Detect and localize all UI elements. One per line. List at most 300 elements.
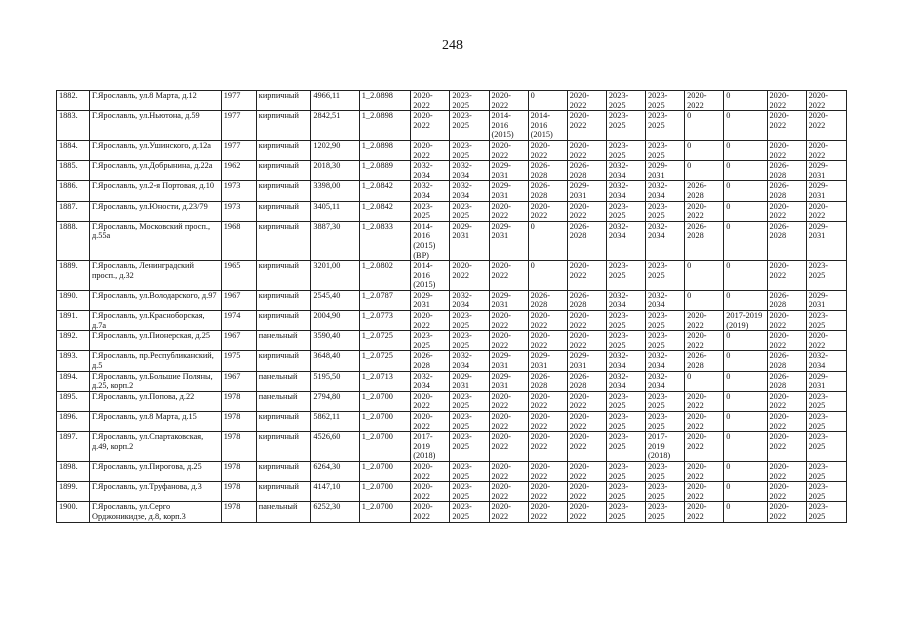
cell-period-9: 0 (724, 412, 767, 432)
cell-period-4: 2020-2022 (528, 331, 567, 351)
cell-period-1: 2020-2022 (411, 111, 450, 141)
cell-period-2: 2023-2025 (450, 201, 489, 221)
cell-period-10: 2020-2022 (767, 432, 806, 462)
cell-period-6: 2023-2025 (606, 91, 645, 111)
cell-period-5: 2020-2022 (567, 482, 606, 502)
cell-period-9: 0 (724, 502, 767, 522)
cell-period-9: 0 (724, 461, 767, 481)
cell-total-area: 3648,40 (311, 351, 359, 371)
cell-period-9: 0 (724, 432, 767, 462)
cell-period-3: 2029-2031 (489, 161, 528, 181)
cell-wall-material: кирпичный (256, 261, 311, 291)
cell-row-number: 1898. (57, 461, 90, 481)
cell-row-number: 1884. (57, 140, 90, 160)
cell-code: 1_2.0700 (359, 412, 410, 432)
cell-period-2: 2029-2031 (450, 221, 489, 260)
cell-total-area: 3405,11 (311, 201, 359, 221)
cell-period-5: 2026-2028 (567, 161, 606, 181)
cell-period-4: 2014-2016 (2015) (528, 111, 567, 141)
cell-code: 1_2.0700 (359, 482, 410, 502)
cell-period-1: 2020-2022 (411, 91, 450, 111)
cell-build-year: 1975 (221, 351, 256, 371)
cell-period-8: 2026-2028 (685, 351, 724, 371)
cell-period-8: 2020-2022 (685, 482, 724, 502)
cell-period-2: 2032-2034 (450, 161, 489, 181)
cell-period-10: 2020-2022 (767, 391, 806, 411)
cell-row-number: 1888. (57, 221, 90, 260)
cell-period-8: 2020-2022 (685, 412, 724, 432)
cell-period-11: 2029-2031 (806, 161, 846, 181)
cell-period-11: 2032-2034 (806, 351, 846, 371)
cell-address: Г.Ярославль, ул.8 Марта, д.15 (89, 412, 221, 432)
cell-period-11: 2023-2025 (806, 311, 846, 331)
cell-period-9: 2017-2019 (2019) (724, 311, 767, 331)
cell-build-year: 1978 (221, 502, 256, 522)
table-row (57, 412, 847, 432)
cell-code: 1_2.0889 (359, 161, 410, 181)
cell-period-11: 2020-2022 (806, 201, 846, 221)
table-row (57, 140, 847, 160)
cell-period-4: 2020-2022 (528, 311, 567, 331)
cell-code: 1_2.0700 (359, 502, 410, 522)
cell-address: Г.Ярославль, ул.Труфанова, д.3 (89, 482, 221, 502)
cell-period-8: 2026-2028 (685, 181, 724, 201)
cell-period-9: 0 (724, 290, 767, 310)
cell-period-3: 2029-2031 (489, 351, 528, 371)
cell-period-1: 2020-2022 (411, 461, 450, 481)
cell-code: 1_2.0725 (359, 331, 410, 351)
cell-period-1: 2020-2022 (411, 140, 450, 160)
cell-period-10: 2026-2028 (767, 371, 806, 391)
cell-period-9: 0 (724, 221, 767, 260)
cell-period-11: 2020-2022 (806, 111, 846, 141)
cell-period-6: 2023-2025 (606, 461, 645, 481)
cell-period-9: 0 (724, 371, 767, 391)
cell-period-3: 2020-2022 (489, 461, 528, 481)
cell-row-number: 1885. (57, 161, 90, 181)
cell-period-11: 2029-2031 (806, 290, 846, 310)
cell-period-9: 0 (724, 351, 767, 371)
cell-build-year: 1962 (221, 161, 256, 181)
cell-wall-material: кирпичный (256, 161, 311, 181)
cell-period-1: 2026-2028 (411, 351, 450, 371)
cell-period-5: 2026-2028 (567, 221, 606, 260)
cell-period-2: 2023-2025 (450, 331, 489, 351)
cell-period-6: 2023-2025 (606, 261, 645, 291)
cell-code: 1_2.0773 (359, 311, 410, 331)
cell-period-7: 2023-2025 (646, 391, 685, 411)
cell-period-5: 2020-2022 (567, 331, 606, 351)
cell-period-11: 2029-2031 (806, 371, 846, 391)
cell-period-9: 0 (724, 331, 767, 351)
cell-period-2: 2023-2025 (450, 311, 489, 331)
cell-period-8: 0 (685, 111, 724, 141)
cell-period-2: 2023-2025 (450, 391, 489, 411)
cell-code: 1_2.0833 (359, 221, 410, 260)
cell-period-10: 2020-2022 (767, 482, 806, 502)
table-row (57, 432, 847, 462)
table-row (57, 482, 847, 502)
cell-period-9: 0 (724, 391, 767, 411)
cell-period-10: 2020-2022 (767, 311, 806, 331)
cell-wall-material: кирпичный (256, 432, 311, 462)
cell-period-3: 2020-2022 (489, 201, 528, 221)
cell-period-7: 2023-2025 (646, 261, 685, 291)
cell-period-5: 2020-2022 (567, 461, 606, 481)
cell-period-10: 2020-2022 (767, 502, 806, 522)
cell-period-11: 2029-2031 (806, 221, 846, 260)
cell-period-9: 0 (724, 91, 767, 111)
cell-total-area: 2545,40 (311, 290, 359, 310)
cell-period-4: 2026-2028 (528, 371, 567, 391)
cell-period-6: 2023-2025 (606, 482, 645, 502)
cell-period-7: 2023-2025 (646, 502, 685, 522)
cell-wall-material: кирпичный (256, 482, 311, 502)
cell-row-number: 1891. (57, 311, 90, 331)
cell-build-year: 1978 (221, 412, 256, 432)
cell-row-number: 1897. (57, 432, 90, 462)
cell-total-area: 4526,60 (311, 432, 359, 462)
cell-period-6: 2023-2025 (606, 502, 645, 522)
cell-address: Г.Ярославль, Ленинградский просп., д.32 (89, 261, 221, 291)
cell-total-area: 4966,11 (311, 91, 359, 111)
cell-period-3: 2020-2022 (489, 91, 528, 111)
cell-period-2: 2023-2025 (450, 140, 489, 160)
cell-build-year: 1967 (221, 290, 256, 310)
cell-total-area: 2794,80 (311, 391, 359, 411)
table-row (57, 111, 847, 141)
cell-period-2: 2023-2025 (450, 111, 489, 141)
cell-period-10: 2020-2022 (767, 331, 806, 351)
cell-period-4: 2020-2022 (528, 201, 567, 221)
table-row (57, 461, 847, 481)
cell-period-2: 2020-2022 (450, 261, 489, 291)
cell-period-4: 0 (528, 221, 567, 260)
cell-period-4: 2026-2028 (528, 290, 567, 310)
cell-address: Г.Ярославль, ул.Серго Орджоникидзе, д.8, корп.3 (89, 502, 221, 522)
cell-period-10: 2020-2022 (767, 140, 806, 160)
cell-code: 1_2.0842 (359, 201, 410, 221)
cell-period-7: 2029-2031 (646, 161, 685, 181)
cell-period-3: 2020-2022 (489, 311, 528, 331)
cell-period-10: 2020-2022 (767, 461, 806, 481)
cell-period-9: 0 (724, 111, 767, 141)
cell-address: Г.Ярославль, ул.Спартаковская, д.49, корп.2 (89, 432, 221, 462)
cell-period-2: 2023-2025 (450, 502, 489, 522)
cell-total-area: 3201,00 (311, 261, 359, 291)
cell-period-7: 2017-2019 (2018) (646, 432, 685, 462)
cell-row-number: 1892. (57, 331, 90, 351)
cell-period-7: 2023-2025 (646, 111, 685, 141)
housing-register-table (56, 90, 847, 523)
cell-period-7: 2032-2034 (646, 290, 685, 310)
cell-period-8: 2020-2022 (685, 391, 724, 411)
cell-period-1: 2020-2022 (411, 412, 450, 432)
cell-build-year: 1973 (221, 201, 256, 221)
cell-period-6: 2032-2034 (606, 371, 645, 391)
cell-period-10: 2026-2028 (767, 290, 806, 310)
cell-total-area: 6252,30 (311, 502, 359, 522)
cell-period-1: 2023-2025 (411, 201, 450, 221)
cell-period-3: 2020-2022 (489, 412, 528, 432)
cell-total-area: 6264,30 (311, 461, 359, 481)
cell-period-4: 0 (528, 91, 567, 111)
table-row (57, 261, 847, 291)
table-row (57, 351, 847, 371)
cell-period-11: 2029-2031 (806, 181, 846, 201)
cell-code: 1_2.0725 (359, 351, 410, 371)
cell-wall-material: панельный (256, 331, 311, 351)
cell-period-2: 2032-2034 (450, 290, 489, 310)
cell-period-8: 0 (685, 290, 724, 310)
cell-period-6: 2023-2025 (606, 111, 645, 141)
cell-period-5: 2020-2022 (567, 391, 606, 411)
cell-period-4: 2029-2031 (528, 351, 567, 371)
cell-period-3: 2020-2022 (489, 502, 528, 522)
cell-row-number: 1894. (57, 371, 90, 391)
cell-build-year: 1978 (221, 391, 256, 411)
cell-address: Г.Ярославль, ул.Ньютона, д.59 (89, 111, 221, 141)
cell-period-11: 2023-2025 (806, 412, 846, 432)
cell-period-10: 2026-2028 (767, 161, 806, 181)
cell-code: 1_2.0898 (359, 140, 410, 160)
cell-total-area: 5195,50 (311, 371, 359, 391)
table-row (57, 91, 847, 111)
cell-wall-material: кирпичный (256, 111, 311, 141)
cell-period-1: 2032-2034 (411, 371, 450, 391)
cell-period-5: 2020-2022 (567, 140, 606, 160)
cell-period-8: 2026-2028 (685, 221, 724, 260)
cell-period-6: 2032-2034 (606, 221, 645, 260)
cell-period-1: 2017-2019 (2018) (411, 432, 450, 462)
cell-build-year: 1967 (221, 371, 256, 391)
cell-period-4: 2020-2022 (528, 432, 567, 462)
cell-wall-material: кирпичный (256, 91, 311, 111)
cell-period-1: 2020-2022 (411, 482, 450, 502)
cell-period-5: 2029-2031 (567, 351, 606, 371)
cell-code: 1_2.0802 (359, 261, 410, 291)
cell-build-year: 1978 (221, 482, 256, 502)
cell-address: Г.Ярославль, ул.Пирогова, д.25 (89, 461, 221, 481)
cell-address: Г.Ярославль, ул.2-я Портовая, д.10 (89, 181, 221, 201)
cell-period-2: 2032-2034 (450, 181, 489, 201)
table-row (57, 201, 847, 221)
cell-period-7: 2032-2034 (646, 371, 685, 391)
cell-period-6: 2023-2025 (606, 391, 645, 411)
cell-wall-material: панельный (256, 391, 311, 411)
cell-address: Г.Ярославль, ул.Ушинского, д.12а (89, 140, 221, 160)
cell-build-year: 1973 (221, 181, 256, 201)
cell-period-3: 2020-2022 (489, 432, 528, 462)
cell-address: Г.Ярославль, пр.Республиканский, д.5 (89, 351, 221, 371)
cell-row-number: 1887. (57, 201, 90, 221)
cell-period-3: 2014-2016 (2015) (489, 111, 528, 141)
cell-period-10: 2020-2022 (767, 412, 806, 432)
cell-period-3: 2020-2022 (489, 331, 528, 351)
cell-period-5: 2020-2022 (567, 432, 606, 462)
cell-period-3: 2020-2022 (489, 261, 528, 291)
cell-period-10: 2026-2028 (767, 351, 806, 371)
cell-address: Г.Ярославль, ул.Юности, д.23/79 (89, 201, 221, 221)
cell-build-year: 1965 (221, 261, 256, 291)
cell-build-year: 1978 (221, 461, 256, 481)
cell-wall-material: кирпичный (256, 311, 311, 331)
cell-period-4: 2020-2022 (528, 482, 567, 502)
cell-period-1: 2032-2034 (411, 161, 450, 181)
cell-period-6: 2023-2025 (606, 331, 645, 351)
cell-period-4: 2020-2022 (528, 412, 567, 432)
cell-period-3: 2020-2022 (489, 391, 528, 411)
cell-period-8: 0 (685, 371, 724, 391)
cell-period-9: 0 (724, 261, 767, 291)
cell-build-year: 1968 (221, 221, 256, 260)
cell-period-7: 2023-2025 (646, 201, 685, 221)
cell-period-2: 2023-2025 (450, 91, 489, 111)
cell-build-year: 1974 (221, 311, 256, 331)
table-row (57, 161, 847, 181)
cell-total-area: 2004,90 (311, 311, 359, 331)
cell-row-number: 1895. (57, 391, 90, 411)
cell-wall-material: кирпичный (256, 140, 311, 160)
cell-period-5: 2020-2022 (567, 412, 606, 432)
cell-address: Г.Ярославль, ул.Попова, д.22 (89, 391, 221, 411)
cell-period-6: 2032-2034 (606, 161, 645, 181)
cell-build-year: 1977 (221, 111, 256, 141)
cell-period-2: 2023-2025 (450, 412, 489, 432)
cell-wall-material: кирпичный (256, 201, 311, 221)
cell-address: Г.Ярославль, ул.Красноборская, д.7а (89, 311, 221, 331)
cell-period-1: 2029-2031 (411, 290, 450, 310)
cell-period-8: 2020-2022 (685, 91, 724, 111)
cell-period-4: 2020-2022 (528, 461, 567, 481)
cell-address: Г.Ярославль, ул.Большие Поляны, д.25, корп.2 (89, 371, 221, 391)
cell-build-year: 1978 (221, 432, 256, 462)
cell-total-area: 4147,10 (311, 482, 359, 502)
cell-wall-material: панельный (256, 371, 311, 391)
cell-address: Г.Ярославль, ул.8 Марта, д.12 (89, 91, 221, 111)
table-row (57, 290, 847, 310)
cell-period-8: 2020-2022 (685, 331, 724, 351)
cell-period-3: 2020-2022 (489, 140, 528, 160)
cell-period-7: 2032-2034 (646, 181, 685, 201)
cell-period-5: 2020-2022 (567, 311, 606, 331)
cell-address: Г.Ярославль, ул.Володарского, д.97 (89, 290, 221, 310)
cell-period-10: 2020-2022 (767, 201, 806, 221)
cell-period-7: 2023-2025 (646, 331, 685, 351)
cell-period-8: 2020-2022 (685, 502, 724, 522)
cell-period-11: 2020-2022 (806, 91, 846, 111)
cell-build-year: 1977 (221, 91, 256, 111)
cell-wall-material: кирпичный (256, 461, 311, 481)
cell-period-4: 2020-2022 (528, 502, 567, 522)
cell-period-5: 2020-2022 (567, 261, 606, 291)
cell-address: Г.Ярославль, ул.Пионерская, д.25 (89, 331, 221, 351)
cell-period-2: 2023-2025 (450, 482, 489, 502)
cell-period-8: 2020-2022 (685, 432, 724, 462)
cell-period-3: 2029-2031 (489, 221, 528, 260)
cell-period-4: 2020-2022 (528, 391, 567, 411)
cell-period-5: 2026-2028 (567, 371, 606, 391)
cell-period-1: 2020-2022 (411, 391, 450, 411)
cell-period-5: 2029-2031 (567, 181, 606, 201)
page-number: 248 (442, 38, 463, 53)
cell-address: Г.Ярославль, Московский просп., д.55а (89, 221, 221, 260)
cell-period-10: 2020-2022 (767, 111, 806, 141)
cell-period-5: 2020-2022 (567, 502, 606, 522)
cell-period-1: 2023-2025 (411, 331, 450, 351)
cell-period-5: 2020-2022 (567, 201, 606, 221)
cell-period-3: 2029-2031 (489, 371, 528, 391)
cell-period-8: 0 (685, 261, 724, 291)
cell-period-3: 2020-2022 (489, 482, 528, 502)
cell-period-1: 2020-2022 (411, 311, 450, 331)
cell-build-year: 1977 (221, 140, 256, 160)
cell-period-7: 2023-2025 (646, 482, 685, 502)
cell-period-10: 2020-2022 (767, 91, 806, 111)
cell-row-number: 1889. (57, 261, 90, 291)
cell-period-8: 2020-2022 (685, 461, 724, 481)
cell-row-number: 1890. (57, 290, 90, 310)
cell-period-7: 2032-2034 (646, 221, 685, 260)
cell-period-11: 2023-2025 (806, 261, 846, 291)
cell-period-1: 2014-2016 (2015) (411, 261, 450, 291)
cell-code: 1_2.0842 (359, 181, 410, 201)
cell-period-8: 2020-2022 (685, 311, 724, 331)
cell-period-7: 2032-2034 (646, 351, 685, 371)
cell-row-number: 1896. (57, 412, 90, 432)
cell-period-11: 2023-2025 (806, 432, 846, 462)
cell-period-5: 2026-2028 (567, 290, 606, 310)
cell-total-area: 2018,30 (311, 161, 359, 181)
cell-period-9: 0 (724, 181, 767, 201)
cell-row-number: 1882. (57, 91, 90, 111)
cell-period-11: 2023-2025 (806, 461, 846, 481)
cell-row-number: 1883. (57, 111, 90, 141)
cell-period-3: 2029-2031 (489, 290, 528, 310)
table-row (57, 391, 847, 411)
cell-row-number: 1893. (57, 351, 90, 371)
cell-row-number: 1900. (57, 502, 90, 522)
cell-period-3: 2029-2031 (489, 181, 528, 201)
cell-period-7: 2023-2025 (646, 311, 685, 331)
cell-row-number: 1886. (57, 181, 90, 201)
cell-period-10: 2026-2028 (767, 181, 806, 201)
table-row (57, 331, 847, 351)
cell-period-6: 2023-2025 (606, 140, 645, 160)
cell-code: 1_2.0700 (359, 432, 410, 462)
cell-period-5: 2020-2022 (567, 111, 606, 141)
cell-code: 1_2.0787 (359, 290, 410, 310)
cell-code: 1_2.0898 (359, 111, 410, 141)
cell-period-6: 2023-2025 (606, 201, 645, 221)
cell-code: 1_2.0700 (359, 391, 410, 411)
cell-total-area: 3887,30 (311, 221, 359, 260)
cell-wall-material: панельный (256, 502, 311, 522)
cell-period-7: 2023-2025 (646, 91, 685, 111)
cell-period-2: 2029-2031 (450, 371, 489, 391)
cell-period-11: 2023-2025 (806, 391, 846, 411)
cell-period-4: 2020-2022 (528, 140, 567, 160)
cell-period-5: 2020-2022 (567, 91, 606, 111)
cell-period-1: 2014-2016 (2015) (ВР) (411, 221, 450, 260)
cell-period-6: 2023-2025 (606, 432, 645, 462)
cell-period-8: 2020-2022 (685, 201, 724, 221)
cell-period-4: 2026-2028 (528, 181, 567, 201)
cell-period-2: 2023-2025 (450, 461, 489, 481)
cell-wall-material: кирпичный (256, 290, 311, 310)
cell-period-9: 0 (724, 140, 767, 160)
cell-period-9: 0 (724, 161, 767, 181)
